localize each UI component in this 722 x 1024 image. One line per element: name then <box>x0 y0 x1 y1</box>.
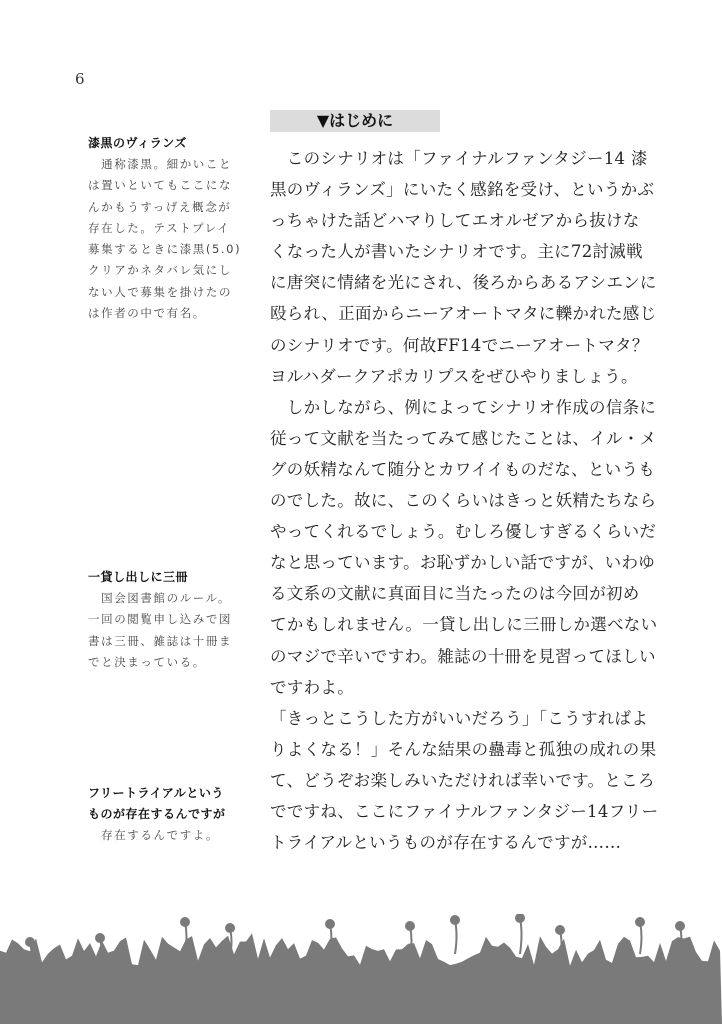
sidenote-shikkoku <box>88 133 248 324</box>
body-line: トライアルというものが存在するんですが…… <box>270 833 622 853</box>
flower-head <box>225 923 235 933</box>
flower-stem <box>455 920 457 954</box>
flower-head <box>180 917 190 927</box>
sidenote-line: クリアかネタバレ気にし <box>88 263 232 278</box>
sidenote-line: 一回の閲覧申し込みで図 <box>88 612 233 627</box>
flower-head <box>555 925 565 935</box>
body-line: 黒のヴィランズ」にいたく感銘を受け、というかぶ <box>270 180 655 200</box>
body-line: っちゃけた話どハマりしてエオルゼアから抜けな <box>270 211 640 231</box>
sidenote-line: でと決まっている。 <box>88 654 206 669</box>
flower-stem <box>520 918 522 954</box>
body-line: る文系の文献に真面目に当たったのは今回が初め <box>270 584 640 604</box>
body-line: ですわよ。 <box>270 677 354 697</box>
flower-head <box>635 917 645 927</box>
sidenote-line: 存在するんですよ。 <box>88 828 219 842</box>
sidenote-line: は作者の中で有名。 <box>88 306 206 321</box>
flower-head <box>95 933 105 943</box>
flower-head <box>450 915 460 925</box>
flower-head <box>675 921 685 931</box>
body-text <box>270 143 659 858</box>
sidenote-line: 書は三冊、雑誌は十冊ま <box>88 633 233 648</box>
sidenote-title: 一貸し出しに三冊 <box>88 570 189 584</box>
section-heading: ▼はじめに <box>270 110 440 132</box>
body-line: なと思っています。お恥ずかしい話ですが、いわゆ <box>270 553 656 573</box>
body-line: くなった人が書いたシナリオです。主に72討滅戦 <box>270 242 643 262</box>
body-line: でですね、ここにファイナルファンタジー14フリー <box>270 801 659 821</box>
grass-silhouette <box>0 933 722 1024</box>
sidenote-line: んかもうすっげえ概念が <box>88 199 232 214</box>
body-line: に唐突に情緒を光にされ、後ろからあるアシエンに <box>270 273 657 293</box>
body-line: 殴られ、正面からニーアオートマタに轢かれた感じ <box>270 304 657 324</box>
sidenote-line: ない人で募集を掛けたの <box>88 284 233 299</box>
sidenote-title: 漆黒のヴィランズ <box>88 136 187 150</box>
sidenote-free-trial <box>88 783 248 846</box>
sidenote-lending-limit <box>88 567 248 673</box>
flower-head <box>325 919 335 929</box>
body-line: のマジで辛いですわ。雑誌の十冊を見習ってほしい <box>270 646 656 666</box>
body-line: てかもしれません。一貸し出しに三冊しか選べない <box>270 615 658 635</box>
sidenote-line: 募集するときに漆黒(5.0) <box>88 242 242 257</box>
body-line: のでした。故に、このくらいはきっと妖精たちなら <box>270 491 657 511</box>
body-line: やってくれるでしょう。むしろ優しすぎるくらいだ <box>270 522 657 542</box>
sidenote-line: 国会図書館のルール。 <box>88 591 231 605</box>
sidenote-title: ものが存在するんですが <box>88 807 226 821</box>
body-line: りよくなる！」そんな結果の蠱毒と孤独の成れの果 <box>270 739 657 759</box>
body-line: 「きっとこうした方がいいだろう」「こうすればよ <box>270 708 649 728</box>
flower-head <box>405 921 415 931</box>
body-line: 従って文献を当たってみて感じたことは、イル・メ <box>270 428 657 448</box>
body-line: このシナリオは「ファイナルファンタジー14 漆 <box>270 149 648 168</box>
flower-head <box>515 914 525 923</box>
body-line: しかしながら、例によってシナリオ作成の信条に <box>270 397 657 417</box>
sidenote-line: は置いといてもここにな <box>88 178 233 193</box>
plant-silhouette-decoration <box>0 914 722 1024</box>
sidenote-line: 存在した。テストプレイ <box>88 220 231 235</box>
flower-head <box>25 937 35 947</box>
body-line: ヨルハダークアポカリプスをぜひやりましょう。 <box>270 366 638 386</box>
body-line: グの妖精なんて随分とカワイイものだな、というも <box>270 459 656 479</box>
sidenote-line: 通称漆黒。細かいこと <box>88 157 233 171</box>
sidenote-title: フリートライアルという <box>88 786 224 800</box>
body-line: て、どうぞお楽しみいただければ幸いです。ところ <box>270 770 655 790</box>
page-number: 6 <box>75 70 85 88</box>
body-line: のシナリオです。何故FF14でニーアオートマタ？ <box>270 335 649 355</box>
